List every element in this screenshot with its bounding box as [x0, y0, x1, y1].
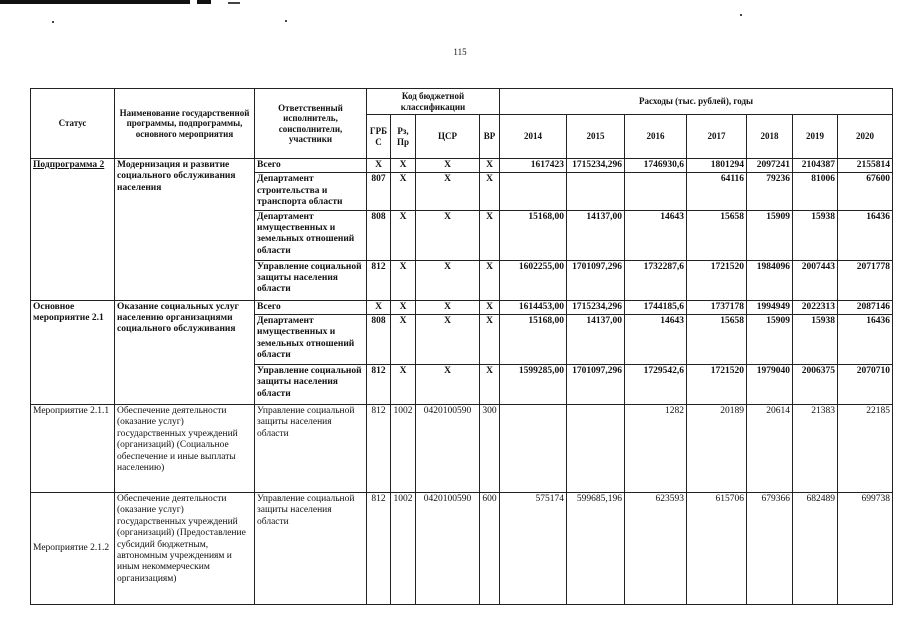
header-year: 2018: [747, 115, 793, 159]
rzpr-cell: Х: [391, 260, 416, 300]
grbs-cell: 808: [367, 210, 391, 260]
value-cell: 2087146: [838, 300, 893, 314]
value-cell: 699738: [838, 492, 893, 604]
value-cell: 2022313: [793, 300, 838, 314]
csr-cell: Х: [416, 173, 480, 210]
vr-cell: Х: [480, 260, 500, 300]
page-number: 115: [453, 47, 467, 57]
header-year: 2017: [687, 115, 747, 159]
name-cell: Оказание социальных услуг населению организациями социального обслуживания: [115, 300, 255, 404]
header-budget-code: Код бюджетной классификации: [367, 89, 500, 115]
value-cell: 599685,196: [567, 492, 625, 604]
responsible-cell: Всего: [255, 300, 367, 314]
value-cell: 2104387: [793, 159, 838, 173]
value-cell: 1599285,00: [500, 364, 567, 404]
value-cell: 1801294: [687, 159, 747, 173]
grbs-cell: 808: [367, 314, 391, 364]
rzpr-cell: Х: [391, 364, 416, 404]
vr-cell: Х: [480, 210, 500, 260]
grbs-cell: Х: [367, 159, 391, 173]
header-grbs: ГРБ С: [367, 115, 391, 159]
vr-cell: 300: [480, 404, 500, 492]
value-cell: 15168,00: [500, 210, 567, 260]
table-row: [31, 404, 893, 492]
value-cell: 1732287,6: [625, 260, 687, 300]
header-expenses: Расходы (тыс. рублей), годы: [500, 89, 893, 115]
name-cell: Модернизация и развитие социального обслуживания населения: [115, 159, 255, 301]
scan-mark: [228, 2, 240, 4]
value-cell: 1282: [625, 404, 687, 492]
value-cell: 682489: [793, 492, 838, 604]
value-cell: 14137,00: [567, 210, 625, 260]
status-cell: Мероприятие 2.1.1: [31, 404, 115, 492]
header-year: 2014: [500, 115, 567, 159]
value-cell: 1715234,296: [567, 159, 625, 173]
value-cell: 20189: [687, 404, 747, 492]
value-cell: 22185: [838, 404, 893, 492]
value-cell: 14643: [625, 210, 687, 260]
scan-speck: [52, 21, 54, 23]
grbs-cell: 807: [367, 173, 391, 210]
value-cell: 679366: [747, 492, 793, 604]
vr-cell: Х: [480, 364, 500, 404]
value-cell: 15909: [747, 314, 793, 364]
value-cell: 1984096: [747, 260, 793, 300]
rzpr-cell: Х: [391, 173, 416, 210]
header-csr: ЦСР: [416, 115, 480, 159]
responsible-cell: Управление социальной защиты населения области: [255, 260, 367, 300]
value-cell: [567, 173, 625, 210]
value-cell: 15658: [687, 314, 747, 364]
value-cell: 2070710: [838, 364, 893, 404]
vr-cell: Х: [480, 314, 500, 364]
value-cell: 79236: [747, 173, 793, 210]
value-cell: 21383: [793, 404, 838, 492]
value-cell: 15938: [793, 314, 838, 364]
responsible-cell: Управление социальной защиты населения области: [255, 404, 367, 492]
value-cell: 15938: [793, 210, 838, 260]
value-cell: 1701097,296: [567, 364, 625, 404]
status-cell: Основное мероприятие 2.1: [31, 300, 115, 404]
rzpr-cell: 1002: [391, 404, 416, 492]
scan-speck: [285, 20, 287, 22]
rzpr-cell: Х: [391, 159, 416, 173]
value-cell: 1715234,296: [567, 300, 625, 314]
value-cell: 16436: [838, 314, 893, 364]
value-cell: 2071778: [838, 260, 893, 300]
rzpr-cell: Х: [391, 300, 416, 314]
header-responsible: Ответственный исполнитель, соисполнители, участники: [255, 89, 367, 159]
header-rzpr: Рз, Пр: [391, 115, 416, 159]
value-cell: 1602255,00: [500, 260, 567, 300]
value-cell: 575174: [500, 492, 567, 604]
value-cell: 16436: [838, 210, 893, 260]
value-cell: 1721520: [687, 364, 747, 404]
csr-cell: 0420100590: [416, 492, 480, 604]
grbs-cell: 812: [367, 404, 391, 492]
csr-cell: Х: [416, 159, 480, 173]
header-vr: ВР: [480, 115, 500, 159]
header-name: Наименование государственной программы, подпрограммы, основного мероприятия: [115, 89, 255, 159]
scan-top-bar: [0, 0, 190, 4]
value-cell: 1617423: [500, 159, 567, 173]
responsible-cell: Всего: [255, 159, 367, 173]
vr-cell: 600: [480, 492, 500, 604]
rzpr-cell: 1002: [391, 492, 416, 604]
value-cell: 2155814: [838, 159, 893, 173]
csr-cell: Х: [416, 210, 480, 260]
value-cell: [500, 173, 567, 210]
value-cell: 14137,00: [567, 314, 625, 364]
header-year: 2016: [625, 115, 687, 159]
value-cell: 1994949: [747, 300, 793, 314]
header-year: 2015: [567, 115, 625, 159]
grbs-cell: 812: [367, 492, 391, 604]
value-cell: 1737178: [687, 300, 747, 314]
value-cell: 2097241: [747, 159, 793, 173]
name-cell: Обеспечение деятельности (оказание услуг) государственных учреждений (организаций) (Социальное обеспечение и иные выплаты населению): [115, 404, 255, 492]
csr-cell: Х: [416, 364, 480, 404]
value-cell: 1614453,00: [500, 300, 567, 314]
value-cell: 1979040: [747, 364, 793, 404]
value-cell: 14643: [625, 314, 687, 364]
scan-top-bar: [197, 0, 211, 4]
csr-cell: 0420100590: [416, 404, 480, 492]
rzpr-cell: Х: [391, 210, 416, 260]
name-cell: Обеспечение деятельности (оказание услуг) государственных учреждений (организаций) (Предоставление субсидий бюджетным, автономным учреждениям и иным некоммерческим организациям): [115, 492, 255, 604]
value-cell: 15909: [747, 210, 793, 260]
value-cell: 81006: [793, 173, 838, 210]
table-row: [31, 159, 893, 173]
csr-cell: Х: [416, 260, 480, 300]
value-cell: [625, 173, 687, 210]
value-cell: 1746930,6: [625, 159, 687, 173]
value-cell: 1701097,296: [567, 260, 625, 300]
grbs-cell: 812: [367, 364, 391, 404]
csr-cell: Х: [416, 314, 480, 364]
value-cell: 1744185,6: [625, 300, 687, 314]
status-cell: Мероприятие 2.1.2: [31, 492, 115, 604]
grbs-cell: Х: [367, 300, 391, 314]
value-cell: 2007443: [793, 260, 838, 300]
value-cell: [567, 404, 625, 492]
header-year: 2020: [838, 115, 893, 159]
value-cell: 67600: [838, 173, 893, 210]
budget-table: [30, 88, 893, 605]
grbs-cell: 812: [367, 260, 391, 300]
value-cell: 615706: [687, 492, 747, 604]
vr-cell: Х: [480, 173, 500, 210]
csr-cell: Х: [416, 300, 480, 314]
header-year: 2019: [793, 115, 838, 159]
value-cell: 15168,00: [500, 314, 567, 364]
vr-cell: Х: [480, 300, 500, 314]
status-cell: Подпрограмма 2: [31, 159, 115, 301]
value-cell: [500, 404, 567, 492]
header-status: Статус: [31, 89, 115, 159]
scan-speck: [740, 14, 742, 16]
responsible-cell: Департамент строительства и транспорта области: [255, 173, 367, 210]
vr-cell: Х: [480, 159, 500, 173]
value-cell: 623593: [625, 492, 687, 604]
value-cell: 1721520: [687, 260, 747, 300]
responsible-cell: Департамент имущественных и земельных отношений области: [255, 314, 367, 364]
table-row: [31, 492, 893, 604]
value-cell: 2006375: [793, 364, 838, 404]
value-cell: 20614: [747, 404, 793, 492]
responsible-cell: Управление социальной защиты населения области: [255, 364, 367, 404]
responsible-cell: Департамент имущественных и земельных отношений области: [255, 210, 367, 260]
value-cell: 64116: [687, 173, 747, 210]
value-cell: 1729542,6: [625, 364, 687, 404]
table-row: [31, 300, 893, 314]
responsible-cell: Управление социальной защиты населения области: [255, 492, 367, 604]
rzpr-cell: Х: [391, 314, 416, 364]
value-cell: 15658: [687, 210, 747, 260]
